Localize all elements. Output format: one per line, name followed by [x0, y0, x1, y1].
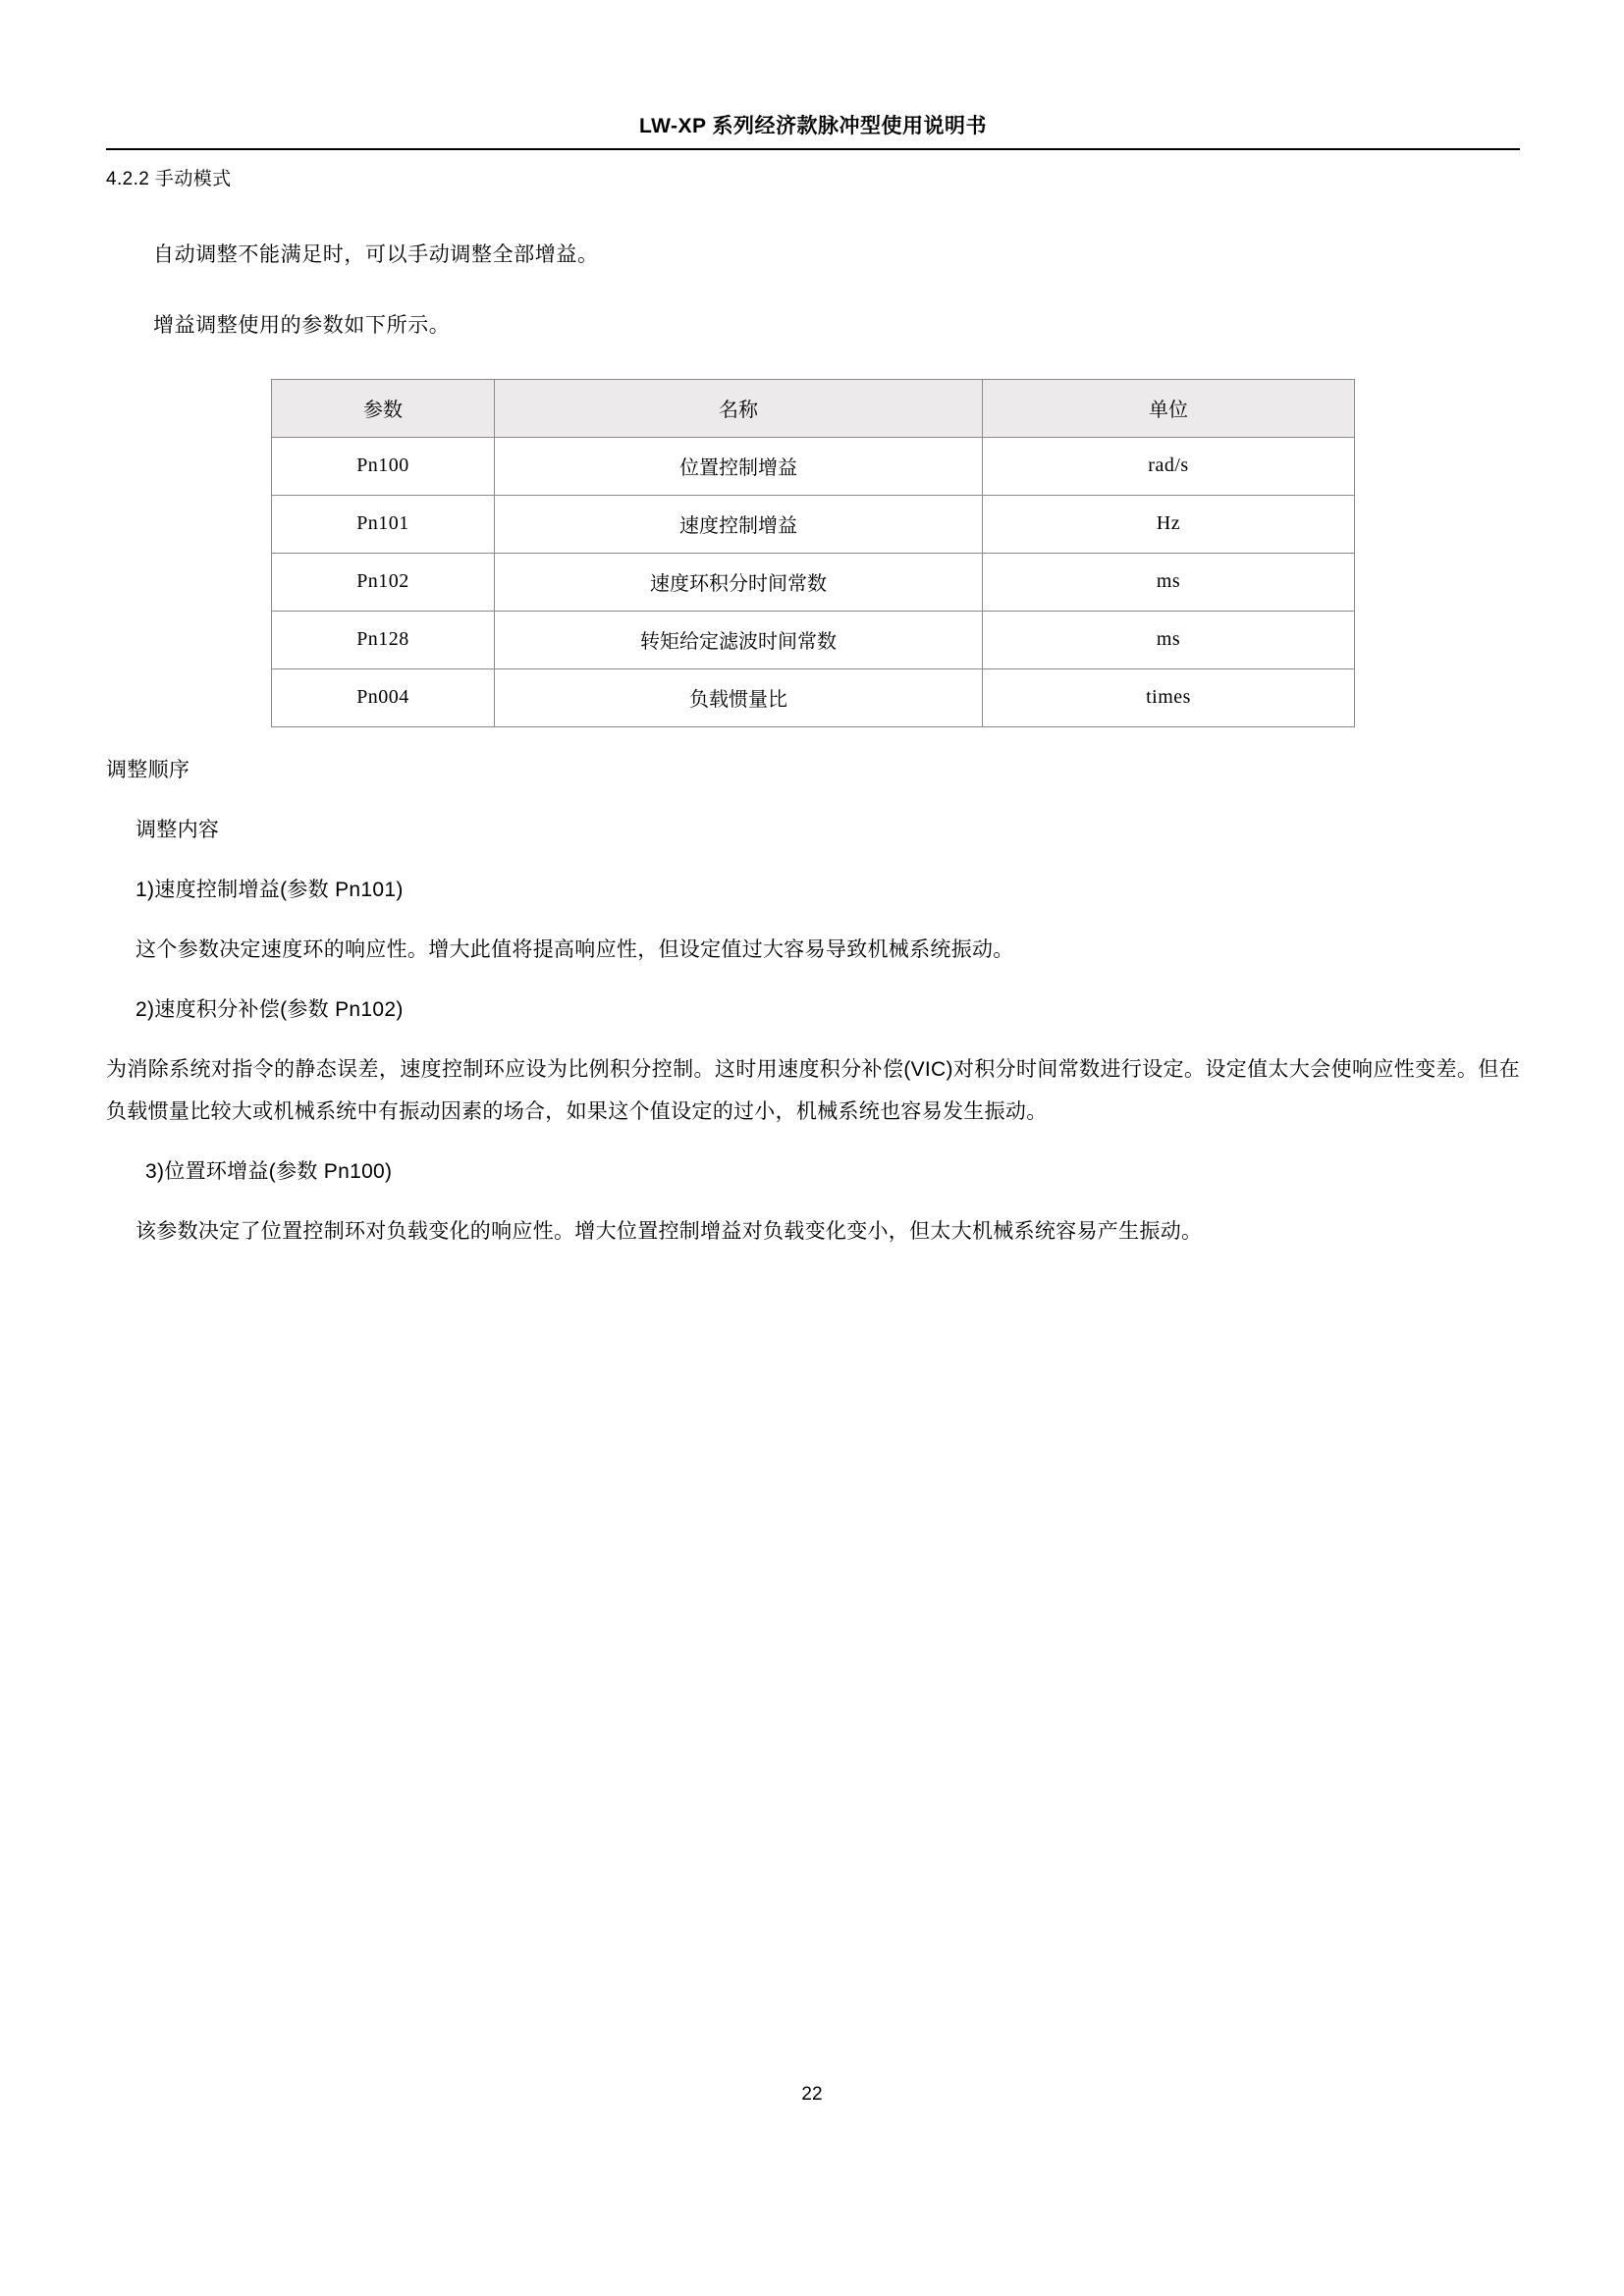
page-number: 22: [801, 2084, 823, 2105]
column-header-parameter: 参数: [272, 379, 495, 437]
cell-name: 速度环积分时间常数: [495, 553, 983, 611]
table-row: [272, 668, 1355, 726]
adjustment-order-label: 调整顺序: [106, 758, 190, 781]
cell-parameter: Pn004: [272, 668, 495, 726]
table-header-row: [272, 379, 1355, 437]
table-row: [272, 437, 1355, 495]
adjustment-content-label: 调整内容: [135, 818, 220, 841]
item-3-title: 3)位置环增益(参数 Pn100): [145, 1160, 393, 1184]
cell-parameter: Pn128: [272, 611, 495, 668]
item-1-title: 1)速度控制增益(参数 Pn101): [135, 878, 404, 901]
column-header-unit: 单位: [983, 379, 1355, 437]
cell-unit: ms: [983, 553, 1355, 611]
page-content: [106, 0, 1520, 1253]
table-row: [272, 495, 1355, 553]
item-3-body: 该参数决定了位置控制环对负载变化的响应性。增大位置控制增益对负载变化变小，但太大机械系统容易产生振动。: [135, 1220, 1203, 1244]
column-header-name: 名称: [495, 379, 983, 437]
document-header-title: LW-XP 系列经济款脉冲型使用说明书: [638, 115, 988, 137]
cell-unit: ms: [983, 611, 1355, 668]
cell-parameter: Pn100: [272, 437, 495, 495]
header-divider: [106, 148, 1520, 150]
item-2-title: 2)速度积分补偿(参数 Pn102): [135, 997, 404, 1021]
item-2-body: 为消除系统对指令的静态误差，速度控制环应设为比例积分控制。这时用速度积分补偿(VIC)对积分时间常数进行设定。设定值太大会使响应性变差。但在负载惯量比较大或机械系统中有振动因素的场合，如果这个值设定的过小，机械系统也容易发生振动。: [106, 1058, 1520, 1124]
item-1-body: 这个参数决定速度环的响应性。增大此值将提高响应性，但设定值过大容易导致机械系统振动。: [135, 937, 1014, 961]
cell-name: 转矩给定滤波时间常数: [495, 611, 983, 668]
table-row: [272, 611, 1355, 668]
table-row: [272, 553, 1355, 611]
intro-paragraph-1: 自动调整不能满足时，可以手动调整全部增益。: [153, 243, 599, 266]
intro-paragraph-2: 增益调整使用的参数如下所示。: [153, 313, 451, 337]
cell-parameter: Pn102: [272, 553, 495, 611]
cell-name: 位置控制增益: [495, 437, 983, 495]
cell-unit: rad/s: [983, 437, 1355, 495]
cell-name: 速度控制增益: [495, 495, 983, 553]
cell-parameter: Pn101: [272, 495, 495, 553]
cell-unit: Hz: [983, 495, 1355, 553]
cell-name: 负载惯量比: [495, 668, 983, 726]
cell-unit: times: [983, 668, 1355, 726]
gain-parameters-table: [271, 379, 1355, 727]
section-heading: 4.2.2 手动模式: [106, 169, 232, 189]
